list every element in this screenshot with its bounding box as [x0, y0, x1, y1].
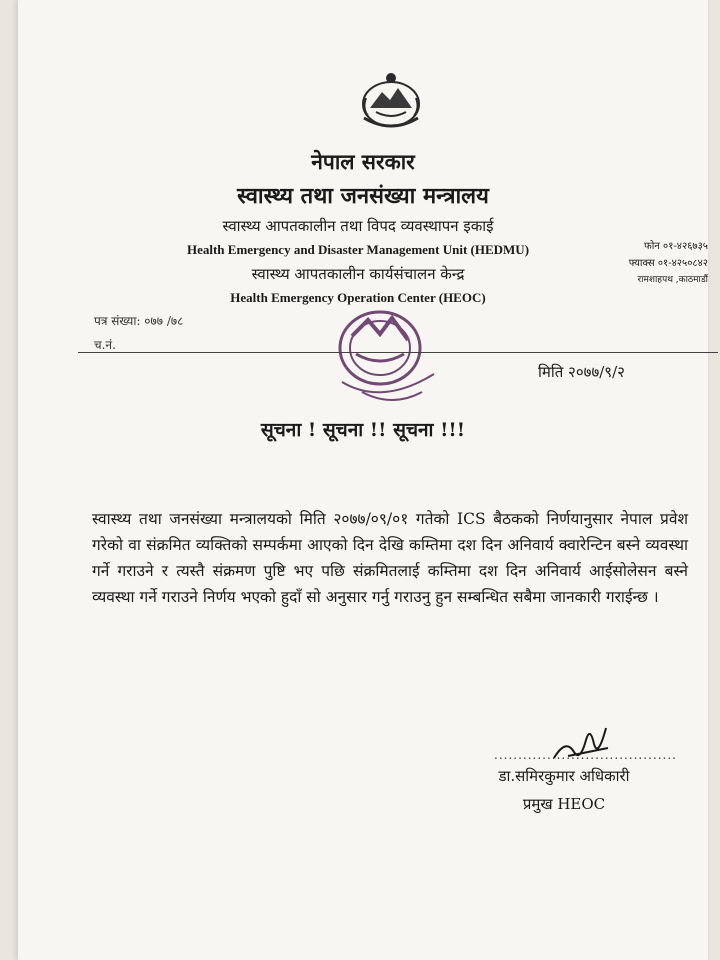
unit-name-nepali: स्वास्थ्य आपतकालीन तथा विपद व्यवस्थापन इकाई: [222, 217, 494, 235]
letter-page: [18, 0, 708, 960]
office-address: रामशाहपथ ,काठमाडौं: [637, 275, 708, 285]
signer-designation: प्रमुख HEOC: [522, 795, 606, 813]
letter-date: मिति २०७७/९/२: [538, 363, 625, 381]
letter-number: पत्र संख्या: ०७७ /७८: [94, 314, 184, 328]
center-name-nepali: स्वास्थ्य आपतकालीन कार्यसंचालन केन्द्र: [251, 265, 465, 283]
ministry-title: स्वास्थ्य तथा जनसंख्या मन्त्रालय: [237, 183, 489, 209]
signature-line: ......................................: [494, 748, 677, 762]
notice-title: सूचना ! सूचना !! सूचना !!!: [260, 419, 466, 441]
signer-name: डा.समिरकुमार अधिकारी: [498, 767, 630, 785]
center-name-english: Health Emergency Operation Center (HEOC): [230, 290, 486, 305]
government-title: नेपाल सरकार: [311, 149, 415, 174]
nepal-emblem-icon: [356, 68, 426, 132]
dispatch-number: च.नं.: [94, 338, 116, 352]
contact-block: [578, 238, 708, 289]
unit-name-english: Health Emergency and Disaster Management Unit (HEDMU): [186, 242, 530, 257]
notice-body: स्वास्थ्य तथा जनसंख्या मन्त्रालयको मिति २०७७/०९/०१ गतेको ICS बैठकको निर्णयानुसार नेपाल प्रवेश गरेको वा संक्रमित व्यक्तिको सम्पर्कमा आएको दिन देखि कम्तिमा दश दिन अनिवार्य क्वारेन्टिन बस्ने व्यवस्था गर्ने गराउने र त्यस्तै संक्रमण पुष्टि भए पछि संक्रमितलाई कम्तिमा दश दिन अनिवार्य आईसोलेसन बस्ने व्यवस्था गर्ने गराउने निर्णय भएको हुदाँ सो अनुसार गर्नु गराउनु हुन सम्बन्धित सबैमा जानकारी गराईन्छ ।: [92, 510, 688, 606]
fax-number: फ्याक्स ०१-४२५०८४२: [628, 258, 708, 269]
phone-number: फोन ०१-४२६७३५: [643, 241, 708, 252]
office-seal-icon: [322, 296, 452, 414]
